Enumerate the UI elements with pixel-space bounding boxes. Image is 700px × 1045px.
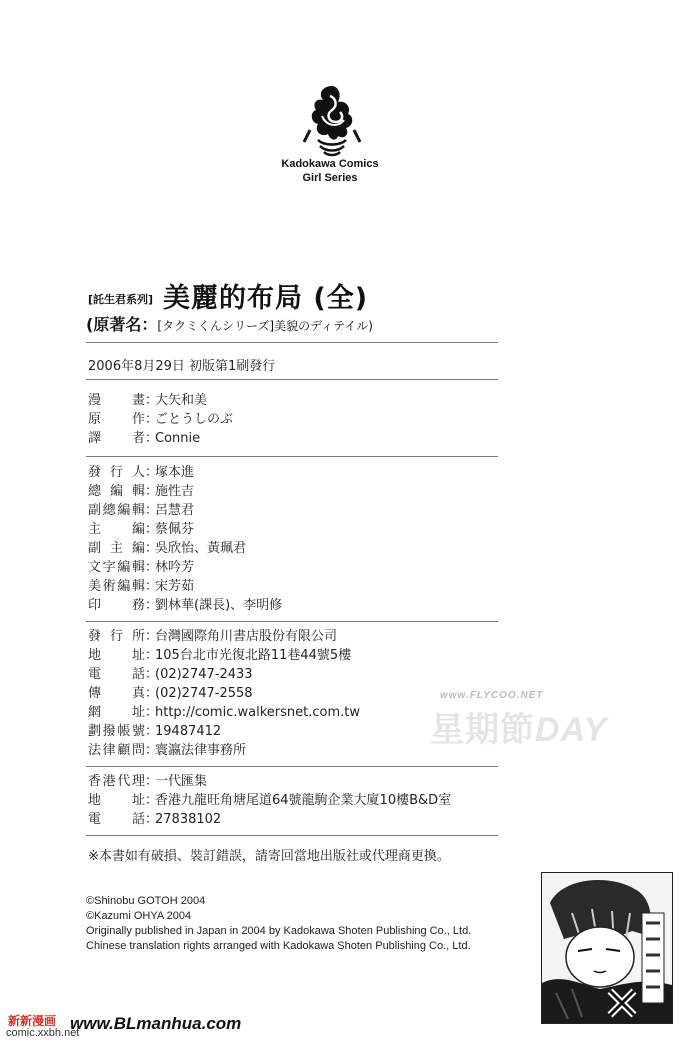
publisher-row: 電話：(02)2747-2433 xyxy=(88,667,253,682)
credit-label: 漫畫 xyxy=(88,393,145,408)
staff-label: 副主編 xyxy=(88,541,145,556)
staff-row: 文字編輯：林吟芳 xyxy=(88,560,195,575)
watermark-url: www.FLYCOO.NET xyxy=(440,690,544,701)
phoenix-logo-icon xyxy=(292,80,372,160)
staff-label: 印務 xyxy=(88,598,145,613)
staff-row: 副主編：吳欣怡、黃珮君 xyxy=(88,541,247,556)
staff-value: 施性吉 xyxy=(155,484,195,499)
publisher-name: Kadokawa Comics xyxy=(281,158,379,170)
series-tag: [託生君系列] xyxy=(88,293,154,306)
manga-character-image xyxy=(542,873,672,1023)
site-url-link[interactable]: www.BLmanhua.com xyxy=(70,1014,242,1033)
divider xyxy=(86,766,498,767)
divider xyxy=(86,621,498,622)
book-title: 美麗的布局 (全) xyxy=(163,283,369,314)
publisher-row: 法律顧問：寰瀛法律事務所 xyxy=(88,743,247,758)
hk-row: 香港代理：一代匯集 xyxy=(88,774,208,789)
publisher-label: 網址 xyxy=(88,705,145,720)
publisher-value: 19487412 xyxy=(155,724,222,739)
staff-row: 印務：劉林華(課長)、李明修 xyxy=(88,598,283,613)
hk-label: 香港代理 xyxy=(88,774,145,789)
staff-label: 文字編輯 xyxy=(88,560,145,575)
credit-row: 譯者：Connie xyxy=(88,431,201,446)
hk-label: 地址 xyxy=(88,793,145,808)
divider xyxy=(86,835,498,836)
copyright-line: ©Kazumi OHYA 2004 xyxy=(86,910,192,922)
publisher-row: 劃撥帳號：19487412 xyxy=(88,724,222,739)
publish-date: 2006年8月29日 初版第1刷發行 xyxy=(88,359,276,374)
manga-illustration xyxy=(541,872,673,1024)
publisher-row: 發行所：台灣國際角川書店股份有限公司 xyxy=(88,629,338,644)
hk-value: 一代匯集 xyxy=(155,774,208,789)
publisher-row: 網址：http://comic.walkersnet.com.tw xyxy=(88,705,360,720)
site-brand-cn: 新新漫画 xyxy=(8,1014,57,1028)
divider xyxy=(86,456,498,457)
watermark-logo xyxy=(430,702,607,751)
site-brand-domain: comic.xxbh.net xyxy=(6,1027,80,1039)
staff-value: 劉林華(課長)、李明修 xyxy=(155,598,283,613)
hk-row: 電話：27838102 xyxy=(88,812,222,827)
credit-value: ごとうしのぶ xyxy=(155,412,234,427)
publisher-label: 法律顧問 xyxy=(88,743,145,758)
publisher-label: 傳真 xyxy=(88,686,145,701)
staff-value: 蔡佩芬 xyxy=(155,522,195,537)
staff-value: 塚本進 xyxy=(155,465,195,480)
credit-label: 譯者 xyxy=(88,431,145,446)
publisher-website: http://comic.walkersnet.com.tw xyxy=(155,705,360,720)
publisher-row: 地址：105台北市光復北路11巷44號5樓 xyxy=(88,648,352,663)
credit-row: 原作：ごとうしのぶ xyxy=(88,412,234,427)
publisher-value: (02)2747-2433 xyxy=(155,667,253,682)
copyright-line: Originally published in Japan in 2004 by Kadokawa Shoten Publishing Co., Ltd. xyxy=(86,925,472,937)
hk-label: 電話 xyxy=(88,812,145,827)
credit-row: 漫畫：大矢和美 xyxy=(88,393,208,408)
publisher-label: 地址 xyxy=(88,648,145,663)
watermark-en: DAY xyxy=(535,711,608,749)
watermark-cn: 星期節 xyxy=(430,710,535,750)
staff-value: 林吟芳 xyxy=(155,560,195,575)
staff-label: 發行人 xyxy=(88,465,145,480)
staff-value: 宋芳茹 xyxy=(155,579,195,594)
staff-row: 美術編輯：宋芳茹 xyxy=(88,579,195,594)
credit-value: Connie xyxy=(155,431,201,446)
publisher-value: (02)2747-2558 xyxy=(155,686,253,701)
staff-row: 發行人：塚本進 xyxy=(88,465,195,480)
publisher-label: 發行所 xyxy=(88,629,145,644)
staff-row: 副總編輯：呂慧君 xyxy=(88,503,195,518)
staff-value: 吳欣怡、黃珮君 xyxy=(155,541,247,556)
return-notice: ※本書如有破損、裝訂錯誤，請寄回當地出版社或代理商更換。 xyxy=(88,849,450,864)
staff-label: 美術編輯 xyxy=(88,579,145,594)
staff-label: 副總編輯 xyxy=(88,503,145,518)
publisher-series: Girl Series xyxy=(302,172,358,184)
copyright-line: ©Shinobu GOTOH 2004 xyxy=(86,895,206,907)
publisher-value: 寰瀛法律事務所 xyxy=(155,743,247,758)
staff-value: 呂慧君 xyxy=(155,503,195,518)
credit-label: 原作 xyxy=(88,412,145,427)
original-title-name: [タクミくんシリーズ]美貌のディテイル) xyxy=(157,319,373,333)
staff-row: 主編：蔡佩芬 xyxy=(88,522,195,537)
hk-value: 香港九龍旺角塘尾道64號龍駒企業大廈10樓B&D室 xyxy=(155,793,452,808)
credit-value: 大矢和美 xyxy=(155,393,208,408)
publisher-value: 105台北市光復北路11巷44號5樓 xyxy=(155,648,352,663)
publisher-row: 傳真：(02)2747-2558 xyxy=(88,686,253,701)
staff-label: 總編輯 xyxy=(88,484,145,499)
original-title-prefix: (原著名： xyxy=(86,315,158,334)
hk-value: 27838102 xyxy=(155,812,222,827)
copyright-line: Chinese translation rights arranged with Kadokawa Shoten Publishing Co., Ltd. xyxy=(86,940,471,952)
hk-row: 地址：香港九龍旺角塘尾道64號龍駒企業大廈10樓B&D室 xyxy=(88,793,452,808)
publisher-label: 劃撥帳號 xyxy=(88,724,145,739)
original-title xyxy=(86,312,373,335)
divider xyxy=(86,342,498,343)
publisher-value: 台灣國際角川書店股份有限公司 xyxy=(155,629,338,644)
publisher-label: 電話 xyxy=(88,667,145,682)
staff-row: 總編輯：施性吉 xyxy=(88,484,195,499)
divider xyxy=(86,379,498,380)
staff-label: 主編 xyxy=(88,522,145,537)
